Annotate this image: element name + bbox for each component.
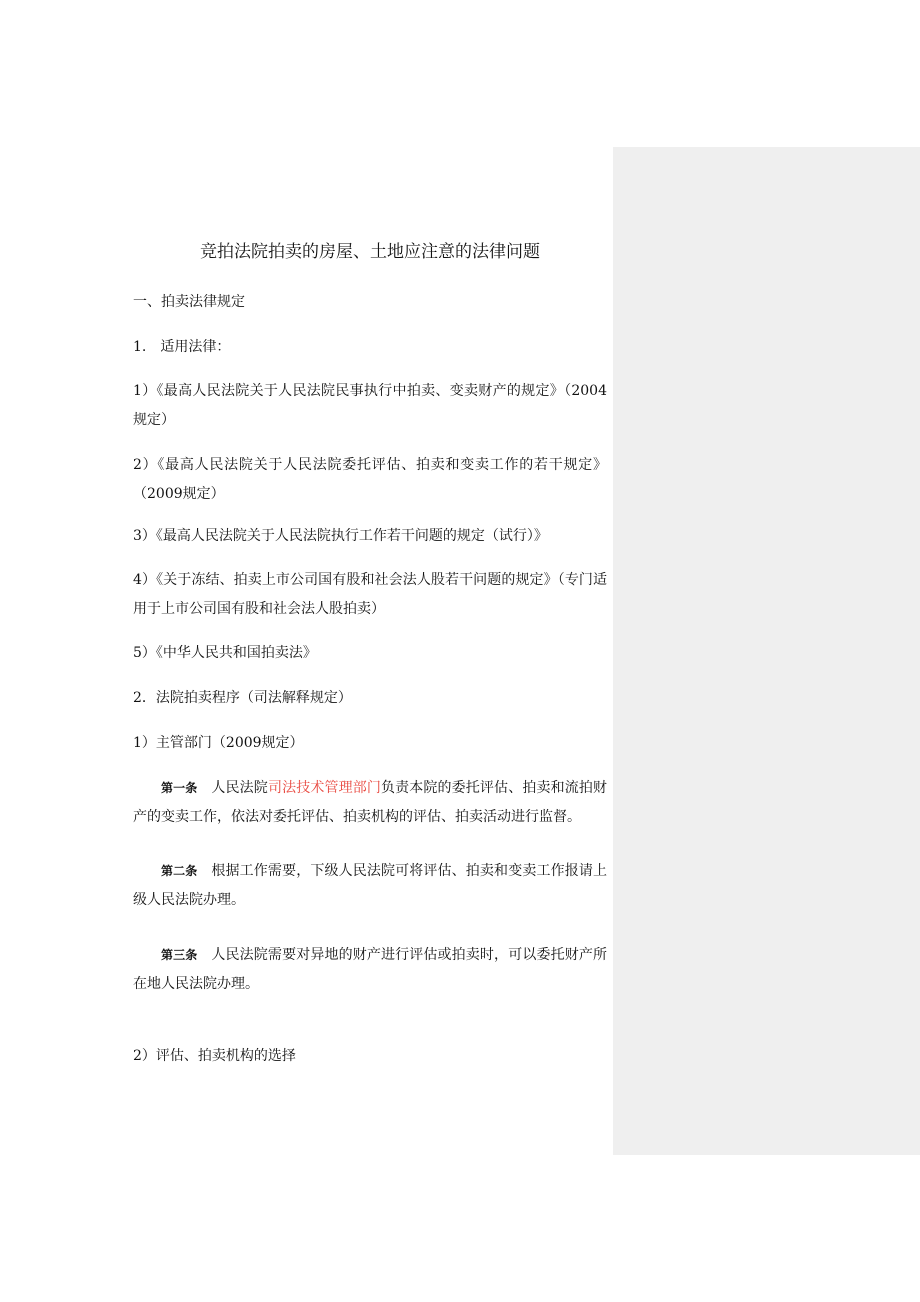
- law-item: 4）《关于冻结、拍卖上市公司国有股和社会法人股若干问题的规定》（专门适用于上市公司国有股和社会法人股拍卖）: [133, 572, 607, 617]
- highlighted-text: 司法技术管理部门: [267, 780, 381, 796]
- article-paragraph: [133, 857, 607, 915]
- article-text: 根据工作需要，下级人民法院可将评估、拍卖和变卖工作报请上级人民法院办理。: [133, 863, 607, 908]
- article-paragraph: [133, 941, 607, 999]
- law-item: 3）《最高人民法院关于人民法院执行工作若干问题的规定（试行）》: [133, 528, 548, 544]
- law-item: 5）《中华人民共和国拍卖法》: [133, 645, 317, 661]
- article-text: 负责本院的委托评估、拍卖和流拍财产的变卖工作，依法对委托评估、拍卖机构的评估、拍卖活动进行监督。: [133, 780, 607, 825]
- document-title: 竞拍法院拍卖的房屋、土地应注意的法律问题: [200, 242, 540, 262]
- subsection-heading: 1. 适用法律：: [133, 339, 231, 355]
- subsection-heading: 2）评估、拍卖机构的选择: [133, 1048, 296, 1064]
- law-item: 2）《最高人民法院关于人民法院委托评估、拍卖和变卖工作的若干规定》（2009规定）: [133, 457, 607, 502]
- article-number: 第三条: [161, 948, 198, 962]
- article-number: 第一条: [161, 781, 198, 795]
- article-text: 人民法院: [211, 780, 268, 796]
- law-item: 1）《最高人民法院关于人民法院民事执行中拍卖、变卖财产的规定》（2004规定）: [133, 383, 607, 428]
- comment-margin-pane: [613, 147, 920, 1155]
- subsection-heading: 1）主管部门（2009规定）: [133, 735, 304, 751]
- article-text: 人民法院需要对异地的财产进行评估或拍卖时，可以委托财产所在地人民法院办理。: [133, 947, 607, 992]
- article-number: 第二条: [161, 864, 198, 878]
- section-heading: 一、拍卖法律规定: [133, 294, 245, 310]
- article-paragraph: [133, 774, 607, 832]
- subsection-heading: 2．法院拍卖程序（司法解释规定）: [133, 690, 352, 706]
